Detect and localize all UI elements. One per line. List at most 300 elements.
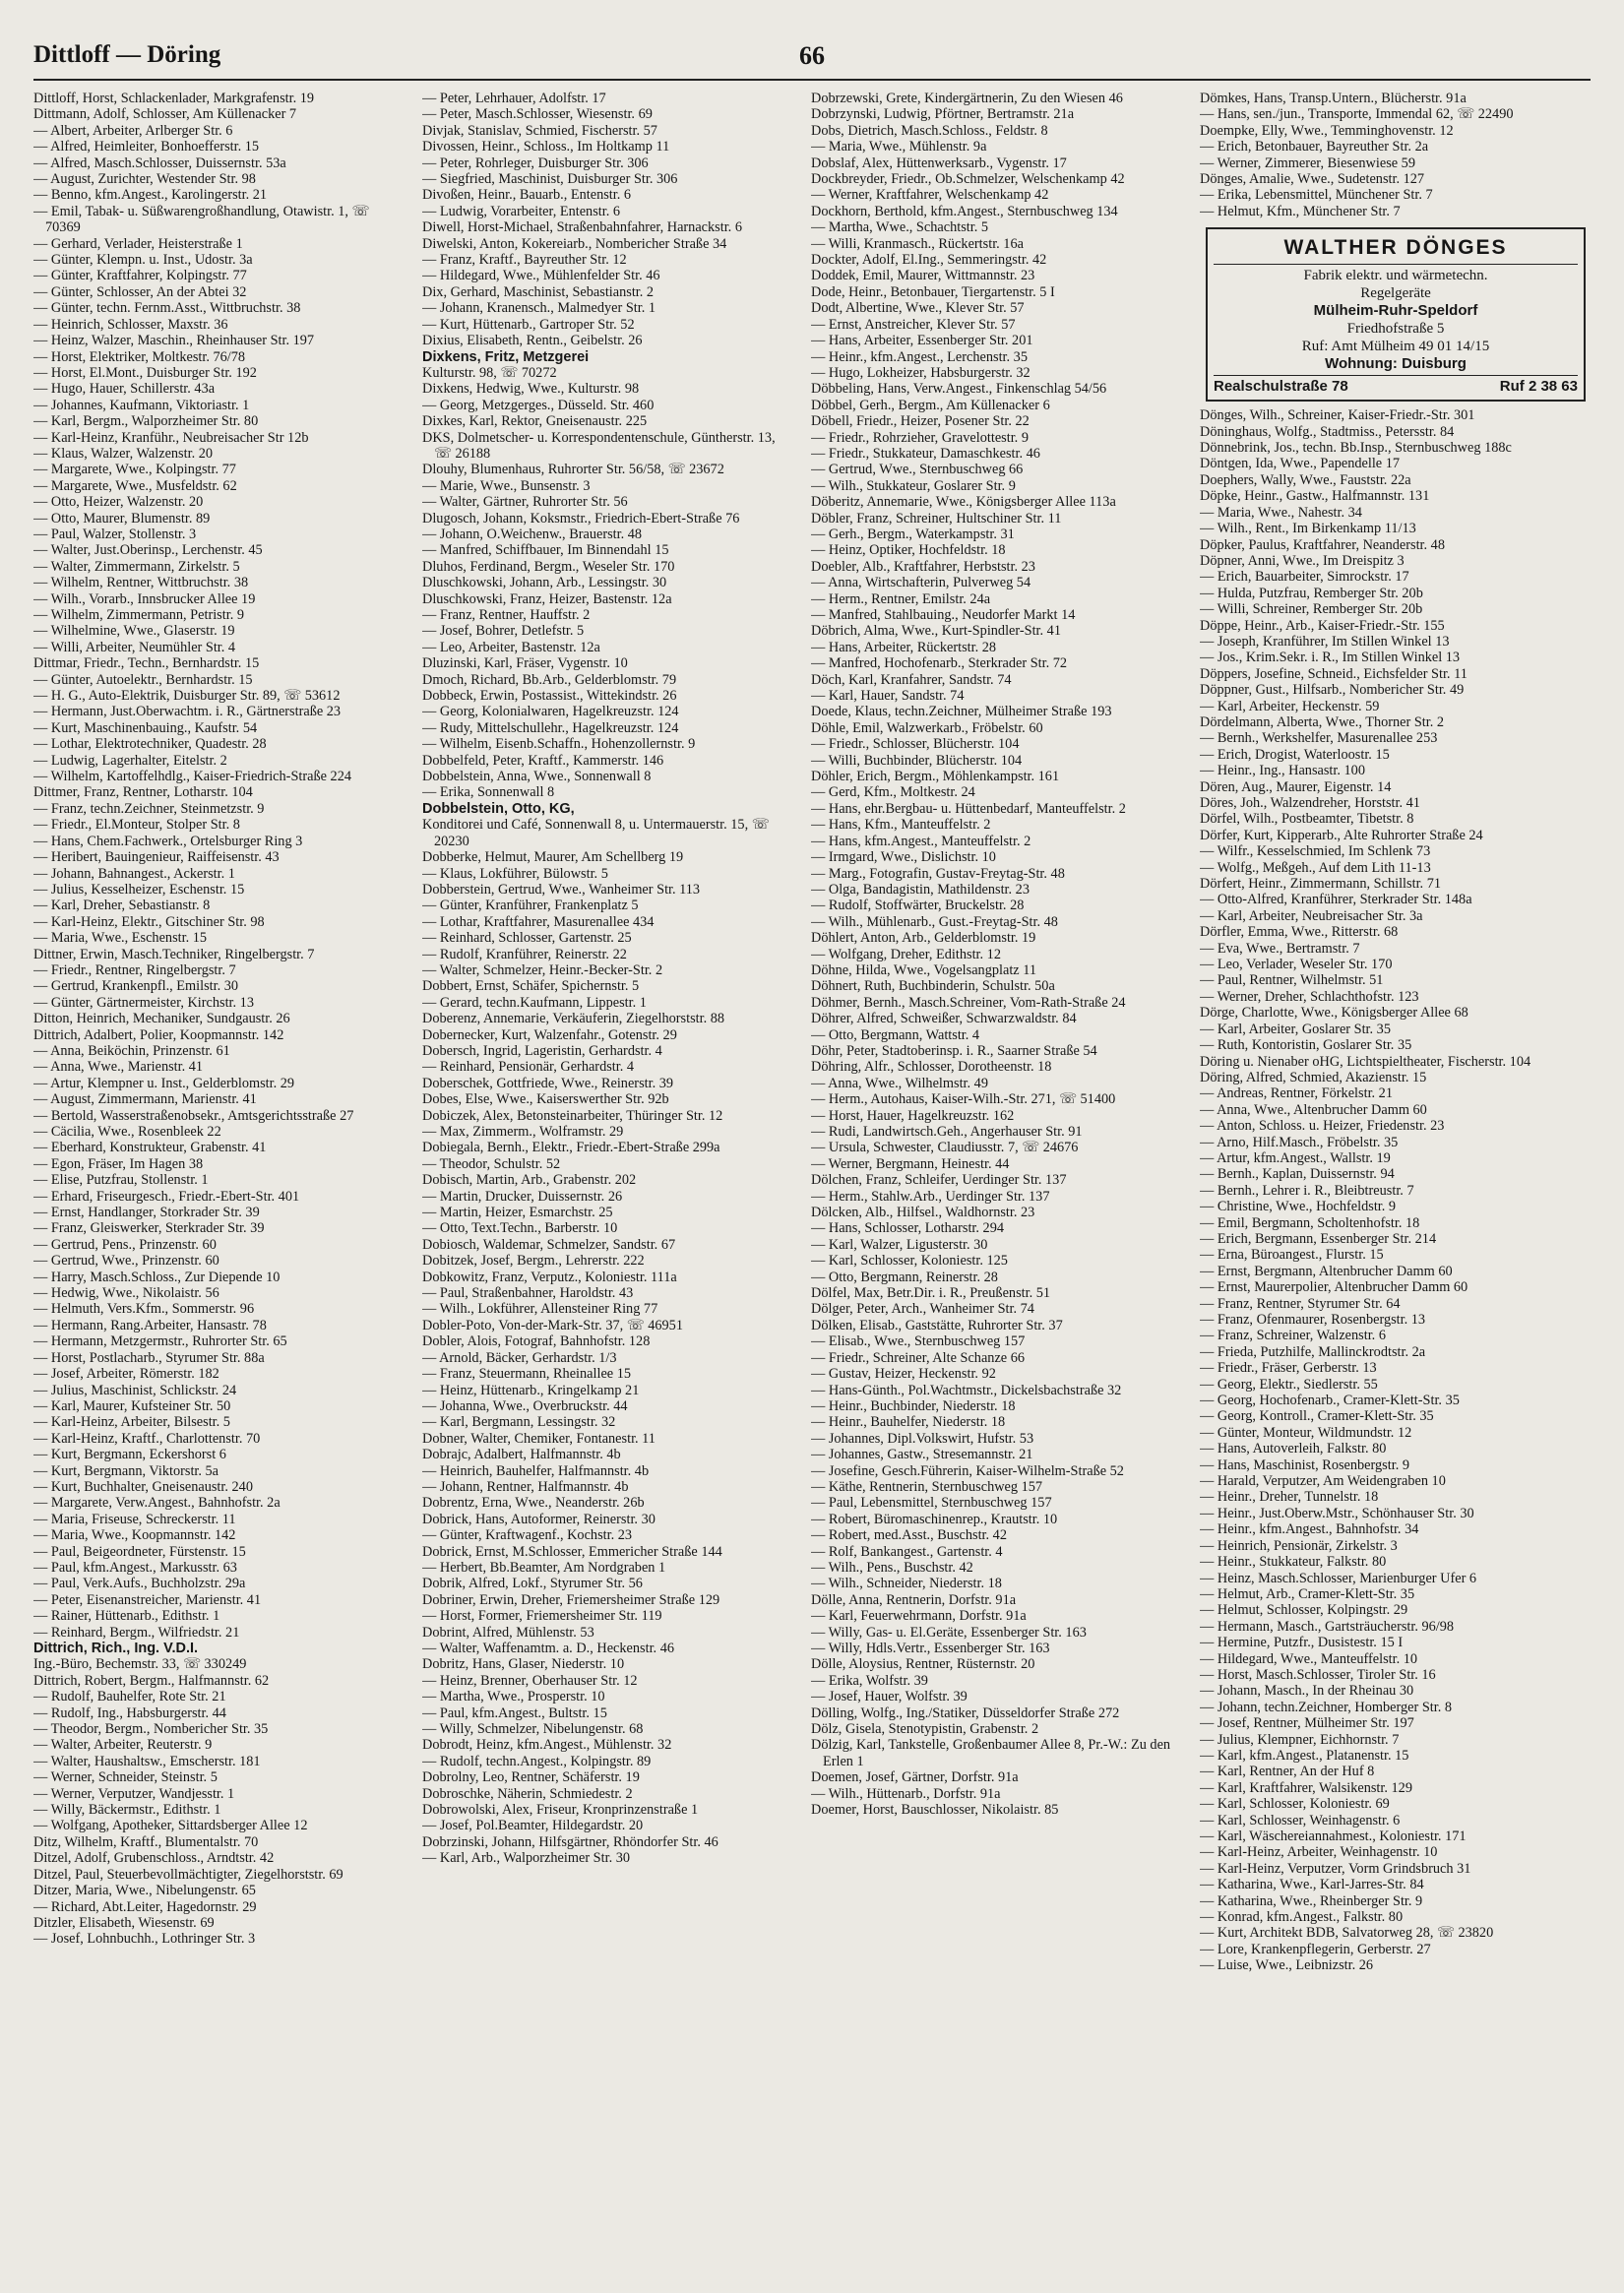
directory-entry: Döring u. Nienaber oHG, Lichtspieltheater, Fischerstr. 104 [1200, 1053, 1531, 1070]
directory-entry: Döch, Karl, Kranfahrer, Sandstr. 74 [811, 671, 1012, 688]
directory-entry: — Anna, Wirtschafterin, Pulverweg 54 [811, 575, 1031, 591]
directory-entry: Doberschek, Gottfriede, Wwe., Reinerstr. 39 [422, 1075, 674, 1091]
directory-entry: Dobrentz, Erna, Wwe., Neanderstr. 26b [422, 1495, 645, 1512]
directory-entry: Dobiczek, Alex, Betonsteinarbeiter, Thüringer Str. 12 [422, 1107, 723, 1124]
ad-address-phone: Ruf 2 38 63 [1499, 378, 1578, 396]
directory-entry: — Erika, Sonnenwall 8 [422, 784, 555, 801]
directory-entry: — Julius, Maschinist, Schlickstr. 24 [33, 1382, 237, 1398]
directory-entry: — Franz, Steuermann, Rheinallee 15 [422, 1366, 632, 1383]
directory-entry: Dobbeck, Erwin, Postassist., Wittekindstr. 26 [422, 688, 677, 705]
directory-entry: — Hermann, Just.Oberwachtm. i. R., Gärtnerstraße 23 [33, 704, 342, 720]
directory-entry: — Martha, Wwe., Prosperstr. 10 [422, 1689, 605, 1705]
directory-entry: Ditton, Heinrich, Mechaniker, Sundgaustr. 26 [33, 1011, 290, 1027]
directory-entry: — Georg, Elektr., Siedlerstr. 55 [1200, 1376, 1378, 1393]
directory-entry: Dobrzinski, Johann, Hilfsgärtner, Rhöndorfer Str. 46 [422, 1833, 718, 1850]
directory-entry: — Lothar, Elektrotechniker, Quadestr. 28 [33, 736, 267, 753]
directory-entry: Döres, Joh., Walzendreher, Horststr. 41 [1200, 795, 1420, 811]
directory-entry: Dobrodt, Heinz, kfm.Angest., Mühlenstr. 32 [422, 1737, 672, 1754]
directory-entry: — Hermann, Metzgermstr., Ruhrorter Str. 65 [33, 1333, 287, 1350]
directory-entry: — Karl, Feuerwehrmann, Dorfstr. 91a [811, 1608, 1027, 1625]
column-3 [811, 91, 1185, 2280]
directory-entry: — Gerhard, Verlader, Heisterstraße 1 [33, 235, 243, 252]
directory-entry: Döbbel, Gerh., Bergm., Am Küllenacker 6 [811, 397, 1050, 413]
directory-entry: — Hermine, Putzfr., Dusistestr. 15 I [1200, 1635, 1404, 1651]
directory-entry: — Johannes, Dipl.Volkswirt, Hufstr. 53 [811, 1430, 1034, 1447]
directory-entry: — Johann, Rentner, Halfmannstr. 4b [422, 1478, 629, 1495]
directory-entry: — Hans, Autoverleih, Falkstr. 80 [1200, 1441, 1387, 1457]
directory-entry: — Karl, Maurer, Kufsteiner Str. 50 [33, 1397, 231, 1414]
directory-entry: — Gertrud, Wwe., Sternbuschweg 66 [811, 462, 1024, 478]
directory-entry: — Johann, Bahnangest., Ackerstr. 1 [33, 865, 235, 882]
directory-entry: — Karl-Heinz, Arbeiter, Weinhagenstr. 10 [1200, 1844, 1438, 1861]
directory-entry: — Georg, Kontroll., Cramer-Klett-Str. 35 [1200, 1408, 1434, 1425]
directory-entry: — Karl, Arbeiter, Goslarer Str. 35 [1200, 1021, 1391, 1037]
directory-entry: — Hulda, Putzfrau, Remberger Str. 20b [1200, 585, 1423, 601]
directory-entry: — Wilh., Pens., Buschstr. 42 [811, 1559, 973, 1576]
directory-entry: — Bertold, Wasserstraßenobsekr., Amtsgerichtsstraße 27 [33, 1107, 354, 1124]
directory-entry: — Rudolf, Kranführer, Reinerstr. 22 [422, 946, 627, 962]
directory-entry: — Willy, Gas- u. El.Geräte, Essenberger Str. 163 [811, 1624, 1087, 1641]
directory-entry: — Hermann, Masch., Gartsträucherstr. 96/98 [1200, 1618, 1455, 1635]
directory-entry: — Günter, Schlosser, An der Abtei 32 [33, 283, 247, 300]
directory-entry: — Robert, Büromaschinenrep., Krautstr. 10 [811, 1511, 1058, 1527]
directory-entry: — Ludwig, Lagerhalter, Eitelstr. 2 [33, 752, 227, 769]
directory-entry: — Josef, Rentner, Mülheimer Str. 197 [1200, 1715, 1414, 1732]
directory-entry: — Anna, Wwe., Altenbrucher Damm 60 [1200, 1101, 1427, 1118]
directory-entry: — Hans, Chem.Fachwerk., Ortelsburger Ring 3 [33, 833, 303, 849]
directory-entry: — Hermann, Rang.Arbeiter, Hansastr. 78 [33, 1317, 267, 1333]
directory-entry: — Eva, Wwe., Bertramstr. 7 [1200, 940, 1360, 957]
directory-entry: Döhle, Emil, Walzwerkarb., Fröbelstr. 60 [811, 719, 1043, 736]
directory-entry: — Harald, Verputzer, Am Weidengraben 10 [1200, 1473, 1446, 1490]
directory-entry: — Franz, Gleiswerker, Sterkrader Str. 39 [33, 1220, 265, 1237]
directory-entry: — Günter, techn. Fernm.Asst., Wittbruchstr. 38 [33, 300, 301, 317]
directory-entry: — Margarete, Verw.Angest., Bahnhofstr. 2a [33, 1495, 281, 1512]
directory-entry: — Johannes, Gastw., Stresemannstr. 21 [811, 1447, 1033, 1463]
directory-entry: Dölger, Peter, Arch., Wanheimer Str. 74 [811, 1301, 1034, 1318]
directory-entry: — Maria, Wwe., Koopmannstr. 142 [33, 1527, 236, 1544]
directory-entry: — Robert, med.Asst., Buschstr. 42 [811, 1527, 1007, 1544]
ad-company-name: WALTHER DÖNGES [1214, 235, 1578, 265]
directory-entry: — Irmgard, Wwe., Dislichstr. 10 [811, 849, 996, 866]
directory-entry: — Hugo, Lokheizer, Habsburgerstr. 32 [811, 364, 1031, 381]
directory-entry: — Ludwig, Vorarbeiter, Entenstr. 6 [422, 203, 621, 219]
directory-entry: Döbler, Franz, Schreiner, Hultschiner Str. 11 [811, 510, 1062, 527]
directory-entry: — Karl, Hauer, Sandstr. 74 [811, 688, 965, 705]
directory-entry: — Gertrud, Wwe., Prinzenstr. 60 [33, 1253, 219, 1270]
directory-entry: Dobriner, Erwin, Dreher, Friemersheimer Straße 129 [422, 1591, 720, 1608]
directory-entry: — Karl, Bergmann, Lessingstr. 32 [422, 1414, 616, 1431]
directory-entry: — Rudolf, Ing., Habsburgerstr. 44 [33, 1704, 226, 1721]
directory-entry: Dobbelstein, Anna, Wwe., Sonnenwall 8 [422, 769, 652, 785]
directory-entry: — Wilhelm, Rentner, Wittbruchstr. 38 [33, 575, 249, 591]
directory-entry: — Helmut, Kfm., Münchener Str. 7 [1200, 203, 1401, 219]
directory-entry: — Leo, Verlader, Weseler Str. 170 [1200, 957, 1393, 973]
directory-entry: — Wilhelm, Eisenb.Schaffn., Hohenzollernstr. 9 [422, 736, 696, 753]
page-header [33, 39, 1591, 81]
directory-entry: — Johann, Kranensch., Malmedyer Str. 1 [422, 300, 656, 317]
directory-entry: — Wilh., Rent., Im Birkenkamp 11/13 [1200, 521, 1416, 537]
directory-entry: — Horst, Elektriker, Moltkestr. 76/78 [33, 348, 246, 365]
directory-entry: — Herm., Autohaus, Kaiser-Wilh.-Str. 271, ☏ 51400 [811, 1091, 1116, 1108]
directory-entry: — Werner, Bergmann, Heinestr. 44 [811, 1155, 1010, 1172]
directory-entry: — Julius, Klempner, Eichhornstr. 7 [1200, 1731, 1400, 1748]
directory-entry: Ditzler, Elisabeth, Wiesenstr. 69 [33, 1914, 215, 1931]
directory-entry: Doebler, Alb., Kraftfahrer, Herbststr. 23 [811, 558, 1035, 575]
directory-entry: — Klaus, Lokführer, Bülowstr. 5 [422, 865, 608, 882]
directory-entry: Dobitzek, Josef, Bergm., Lehrerstr. 222 [422, 1253, 645, 1270]
directory-entry: — Ursula, Schwester, Claudiusstr. 7, ☏ 24676 [811, 1140, 1079, 1156]
directory-entry: — Katharina, Wwe., Karl-Jarres-Str. 84 [1200, 1877, 1424, 1893]
directory-entry: Dittmann, Adolf, Schlosser, Am Küllenacker 7 [33, 106, 297, 123]
directory-entry: — Willi, Kranmasch., Rückertstr. 16a [811, 235, 1024, 252]
directory-entry: — Peter, Lehrhauer, Adolfstr. 17 [422, 91, 606, 106]
directory-entry: — Heinrich, Schlosser, Maxstr. 36 [33, 316, 228, 333]
directory-entry: — Herm., Rentner, Emilstr. 24a [811, 590, 991, 607]
directory-entry: — Friedr., Fräser, Gerberstr. 13 [1200, 1360, 1377, 1377]
directory-entry: — Paul, kfm.Angest., Bultstr. 15 [422, 1704, 607, 1721]
directory-entry: — Maria, Friseuse, Schreckerstr. 11 [33, 1511, 236, 1527]
directory-entry: — Josef, Lohnbuchh., Lothringer Str. 3 [33, 1931, 256, 1948]
directory-entry: Dobisch, Martin, Arb., Grabenstr. 202 [422, 1172, 637, 1189]
directory-entry: Dölfel, Max, Betr.Dir. i. R., Preußenstr. 51 [811, 1285, 1051, 1302]
directory-entry: — Reinhard, Bergm., Wilfriedstr. 21 [33, 1624, 240, 1641]
directory-entry: Döhnert, Ruth, Buchbinderin, Schulstr. 50a [811, 978, 1055, 995]
directory-entry: Dobersch, Ingrid, Lageristin, Gerhardstr. 4 [422, 1042, 662, 1059]
directory-entry: — Walter, Waffenamtm. a. D., Heckenstr. 46 [422, 1641, 674, 1656]
directory-entry: — Werner, Schneider, Steinstr. 5 [33, 1769, 218, 1786]
directory-entry: Ing.-Büro, Bechemstr. 33, ☏ 330249 [33, 1656, 247, 1673]
directory-entry: — Helmut, Schlosser, Kolpingstr. 29 [1200, 1602, 1408, 1619]
directory-entry: Doemen, Josef, Gärtner, Dorfstr. 91a [811, 1769, 1019, 1786]
directory-entry: — Benno, kfm.Angest., Karolingerstr. 21 [33, 187, 268, 204]
directory-entry: Dörfler, Emma, Wwe., Ritterstr. 68 [1200, 924, 1399, 941]
directory-entry: — Rudolf, Stoffwärter, Bruckelstr. 28 [811, 898, 1025, 914]
directory-entry: — Günter, Klempn. u. Inst., Udostr. 3a [33, 252, 253, 269]
directory-entry: Döbell, Friedr., Heizer, Posener Str. 22 [811, 413, 1030, 430]
directory-entry: — Hedwig, Wwe., Nikolaistr. 56 [33, 1285, 219, 1302]
directory-entry: — Marg., Fotografin, Gustav-Freytag-Str. 48 [811, 865, 1065, 882]
directory-entry: Dlouhy, Blumenhaus, Ruhrorter Str. 56/58, ☏ 23672 [422, 462, 724, 478]
directory-entry: — Horst, Hauer, Hagelkreuzstr. 162 [811, 1107, 1015, 1124]
directory-entry: — Georg, Kolonialwaren, Hagelkreuzstr. 124 [422, 704, 679, 720]
directory-entry: Dixius, Elisabeth, Rentn., Geibelstr. 26 [422, 333, 643, 349]
directory-entry: — Karl, Wäschereiannahmest., Koloniestr. 171 [1200, 1828, 1467, 1844]
directory-entry: — Willi, Arbeiter, Neumühler Str. 4 [33, 639, 236, 655]
directory-entry: — Herbert, Bb.Beamter, Am Nordgraben 1 [422, 1559, 666, 1576]
directory-entry: — Walter, Gärtner, Ruhrorter Str. 56 [422, 494, 628, 511]
directory-entry: Döppe, Heinr., Arb., Kaiser-Friedr.-Str. 155 [1200, 617, 1445, 634]
directory-entry: — Hugo, Hauer, Schillerstr. 43a [33, 381, 216, 398]
directory-entry: — Karl, Kraftfahrer, Walsikenstr. 129 [1200, 1779, 1412, 1796]
directory-entry: — Erna, Büroangest., Flurstr. 15 [1200, 1247, 1384, 1264]
directory-entry: Dörge, Charlotte, Wwe., Königsberger Allee 68 [1200, 1005, 1468, 1022]
directory-entry: — Wilh., Vorarb., Innsbrucker Allee 19 [33, 590, 256, 607]
directory-entry: — Rudolf, Bauhelfer, Rote Str. 21 [33, 1689, 226, 1705]
directory-entry: — Heinr., Just.Oberw.Mstr., Schönhauser Str. 30 [1200, 1505, 1474, 1521]
directory-entry: — Ernst, Anstreicher, Klever Str. 57 [811, 316, 1016, 333]
directory-entry: — Horst, Former, Friemersheimer Str. 119 [422, 1608, 662, 1625]
directory-entry: — Willi, Buchbinder, Blücherstr. 104 [811, 752, 1023, 769]
directory-entry: Dixkens, Hedwig, Wwe., Kulturstr. 98 [422, 381, 640, 398]
directory-entry: — Hildegard, Wwe., Manteuffelstr. 10 [1200, 1650, 1418, 1667]
directory-entry: — Marie, Wwe., Bunsenstr. 3 [422, 477, 591, 494]
directory-entry: — Gustav, Heizer, Heckenstr. 92 [811, 1366, 996, 1383]
directory-entry: Döppner, Gust., Hilfsarb., Nombericher Str. 49 [1200, 682, 1465, 699]
directory-entry: — Christine, Wwe., Hochfeldstr. 9 [1200, 1199, 1397, 1215]
directory-entry: — Kurt, Maschinenbauing., Kaufstr. 54 [33, 719, 258, 736]
directory-entry: Dölle, Aloysius, Rentner, Rüsternstr. 20 [811, 1656, 1035, 1673]
directory-entry: Doddek, Emil, Maurer, Wittmannstr. 23 [811, 268, 1035, 284]
directory-entry: — Josefine, Gesch.Führerin, Kaiser-Wilhelm-Straße 52 [811, 1462, 1124, 1479]
directory-entry: — Hildegard, Wwe., Mühlenfelder Str. 46 [422, 268, 660, 284]
column-4 [1200, 91, 1591, 2280]
directory-entry: Dörfel, Wilh., Postbeamter, Tibetstr. 8 [1200, 811, 1414, 828]
directory-entry: — Peter, Eisenanstreicher, Marienstr. 41 [33, 1591, 262, 1608]
directory-entry: Dölling, Wolfg., Ing./Statiker, Düsseldorfer Straße 272 [811, 1704, 1120, 1721]
directory-entry: — Hans-Günth., Pol.Wachtmstr., Dickelsbachstraße 32 [811, 1382, 1122, 1398]
directory-entry: Dittrich, Rich., Ing. V.D.I. [33, 1641, 199, 1656]
directory-entry: — August, Zurichter, Westender Str. 98 [33, 171, 256, 188]
directory-entry: — Günter, Autoelektr., Bernhardstr. 15 [33, 671, 253, 688]
directory-entry: — Heinr., Buchbinder, Niederstr. 18 [811, 1397, 1016, 1414]
directory-entry: Diwell, Horst-Michael, Straßenbahnfahrer, Harnackstr. 6 [422, 219, 742, 236]
directory-entry: — Johann, techn.Zeichner, Homberger Str. 8 [1200, 1699, 1453, 1715]
directory-entry: — Erika, Lebensmittel, Münchener Str. 7 [1200, 187, 1433, 204]
directory-entry: — Emil, Bergmann, Scholtenhofstr. 18 [1200, 1214, 1420, 1231]
directory-entry: — Alfred, Heimleiter, Bonhoefferstr. 15 [33, 139, 260, 155]
directory-entry: — Karl-Heinz, Elektr., Gitschiner Str. 98 [33, 913, 265, 930]
directory-entry: — Eberhard, Konstrukteur, Grabenstr. 41 [33, 1140, 267, 1156]
directory-entry: — Gertrud, Pens., Prinzenstr. 60 [33, 1236, 217, 1253]
directory-entry: Döhlert, Anton, Arb., Gelderblomstr. 19 [811, 930, 1036, 947]
directory-entry: — Wilfr., Kesselschmied, Im Schlenk 73 [1200, 843, 1431, 860]
directory-entry: Dittmar, Friedr., Techn., Bernhardstr. 15 [33, 655, 260, 672]
directory-entry: Dix, Gerhard, Maschinist, Sebastianstr. 2 [422, 283, 655, 300]
directory-entry: — Karl, Arbeiter, Neubreisacher Str. 3a [1200, 907, 1423, 924]
directory-entry: Doephers, Wally, Wwe., Fauststr. 22a [1200, 471, 1411, 488]
directory-entry: — Helmuth, Vers.Kfm., Sommerstr. 96 [33, 1301, 255, 1318]
directory-entry: — Heribert, Bauingenieur, Raiffeisenstr. 43 [33, 849, 280, 866]
directory-entry: — Josef, Hauer, Wolfstr. 39 [811, 1689, 968, 1705]
directory-entry: — Siegfried, Maschinist, Duisburger Str. 306 [422, 171, 678, 188]
ad-street: Friedhofstraße 5 [1346, 321, 1445, 338]
directory-entry: — Otto, Text.Techn., Barberstr. 10 [422, 1220, 618, 1237]
directory-entry: Dittloff, Horst, Schlackenlader, Markgrafenstr. 19 [33, 91, 315, 106]
directory-entry: — Otto, Maurer, Blumenstr. 89 [33, 510, 211, 527]
directory-entry: Dölzig, Karl, Tankstelle, Großenbaumer Allee 8, Pr.-W.: Zu den Erlen 1 [811, 1737, 1171, 1769]
ad-line: Fabrik elektr. und wärmetechn. [1303, 268, 1488, 284]
directory-entry: — Karl, Arb., Walporzheimer Str. 30 [422, 1850, 631, 1867]
directory-entry: — Gerh., Bergm., Waterkampstr. 31 [811, 526, 1015, 542]
directory-entry: — Günter, Monteur, Wildmundstr. 12 [1200, 1424, 1412, 1441]
directory-entry: — Kurt, Architekt BDB, Salvatorweg 28, ☏ 23820 [1200, 1925, 1494, 1942]
directory-entry: Dobner, Walter, Chemiker, Fontanestr. 11 [422, 1430, 656, 1447]
column-4-top-entries [1200, 91, 1591, 219]
directory-entry: Döpke, Heinr., Gastw., Halfmannstr. 131 [1200, 488, 1430, 505]
directory-entry: Döpker, Paulus, Kraftfahrer, Neanderstr. 48 [1200, 536, 1445, 553]
directory-entry: Dömkes, Hans, Transp.Untern., Blücherstr. 91a [1200, 91, 1467, 106]
directory-entry: — Herm., Stahlw.Arb., Uerdinger Str. 137 [811, 1188, 1050, 1205]
directory-entry: — Egon, Fräser, Im Hagen 38 [33, 1155, 204, 1172]
directory-entry: Dobrowolski, Alex, Friseur, Kronprinzenstraße 1 [422, 1802, 699, 1819]
directory-entry: — Margarete, Wwe., Kolpingstr. 77 [33, 462, 236, 478]
page-number: 66 [799, 41, 825, 70]
directory-entry: — Ernst, Maurerpolier, Altenbrucher Damm 60 [1200, 1279, 1468, 1296]
directory-entry: — Wilhelm, Zimmermann, Petristr. 9 [33, 607, 244, 623]
directory-entry: — Otto, Bergmann, Reinerstr. 28 [811, 1269, 998, 1285]
directory-entry: Dobbelstein, Otto, KG, [422, 800, 575, 817]
directory-entry: — Albert, Arbeiter, Arlberger Str. 6 [33, 122, 233, 139]
directory-entry: — Manfred, Stahlbauing., Neudorfer Markt 14 [811, 607, 1076, 623]
directory-entry: — Günter, Kranführer, Frankenplatz 5 [422, 898, 639, 914]
directory-entry: Dören, Aug., Maurer, Eigenstr. 14 [1200, 778, 1392, 795]
directory-entry: — Heinz, Masch.Schlosser, Marienburger Ufer 6 [1200, 1570, 1477, 1586]
directory-entry: — Karl-Heinz, Kranführ., Neubreisacher Str 12b [33, 429, 309, 446]
directory-entry: — Kurt, Buchhalter, Gneisenaustr. 240 [33, 1478, 253, 1495]
directory-entry: — Werner, Kraftfahrer, Welschenkamp 42 [811, 187, 1049, 204]
directory-entry: Döring, Alfred, Schmied, Akazienstr. 15 [1200, 1069, 1427, 1085]
directory-entry: — Paul, Walzer, Stollenstr. 3 [33, 526, 197, 542]
directory-entry: Dobrzewski, Grete, Kindergärtnerin, Zu den Wiesen 46 [811, 91, 1123, 106]
directory-entry: Dobberstein, Gertrud, Wwe., Wanheimer Str. 113 [422, 881, 701, 898]
directory-entry: — Konrad, kfm.Angest., Falkstr. 80 [1200, 1909, 1404, 1926]
directory-entry: — Heinr., Dreher, Tunnelstr. 18 [1200, 1489, 1379, 1506]
directory-entry: — Anna, Beiköchin, Prinzenstr. 61 [33, 1042, 230, 1059]
directory-entry: — Gerard, techn.Kaufmann, Lippestr. 1 [422, 994, 647, 1011]
directory-entry: Döhne, Hilda, Wwe., Vogelsangplatz 11 [811, 961, 1036, 978]
directory-entry: — Martha, Wwe., Schachtstr. 5 [811, 219, 988, 236]
directory-entry: — Paul, Verk.Aufs., Buchholzstr. 29a [33, 1576, 246, 1592]
directory-entry: — Paul, Straßenbahner, Haroldstr. 43 [422, 1285, 634, 1302]
directory-entry: — Andreas, Rentner, Förkelstr. 21 [1200, 1085, 1393, 1102]
directory-entry: Döberitz, Annemarie, Wwe., Königsberger Allee 113a [811, 494, 1116, 511]
directory-entry: — Friedr., Schreiner, Alte Schanze 66 [811, 1349, 1026, 1366]
directory-entry: — Wolfgang, Dreher, Edithstr. 12 [811, 946, 1001, 962]
directory-entry: Dluzinski, Karl, Fräser, Vygenstr. 10 [422, 655, 628, 672]
directory-entry: — Alfred, Masch.Schlosser, Duissernstr. 53a [33, 155, 286, 171]
directory-entry: — Martin, Heizer, Esmarchstr. 25 [422, 1205, 613, 1221]
directory-entry: — Hans, kfm.Angest., Manteuffelstr. 2 [811, 833, 1031, 849]
directory-entry: — Peter, Rohrleger, Duisburger Str. 306 [422, 155, 649, 171]
directory-entry: — Rolf, Bankangest., Gartenstr. 4 [811, 1543, 1003, 1560]
directory-entry: Ditz, Wilhelm, Kraftf., Blumentalstr. 70 [33, 1833, 259, 1850]
directory-entry: — Georg, Metzgerges., Düsseld. Str. 460 [422, 397, 655, 413]
directory-entry: — Heinr., kfm.Angest., Lerchenstr. 35 [811, 348, 1028, 365]
directory-entry: — Karl, Walzer, Ligusterstr. 30 [811, 1236, 988, 1253]
directory-entry: Döntgen, Ida, Wwe., Papendelle 17 [1200, 456, 1401, 472]
directory-entry: Dluhos, Ferdinand, Bergm., Weseler Str. 170 [422, 558, 675, 575]
directory-entry: Dobes, Else, Wwe., Kaiserswerther Str. 92b [422, 1091, 669, 1108]
directory-entry: Dönges, Amalie, Wwe., Sudetenstr. 127 [1200, 171, 1425, 188]
directory-entry: — Lothar, Kraftfahrer, Masurenallee 434 [422, 913, 655, 930]
directory-entry: Dixkes, Karl, Rektor, Gneisenaustr. 225 [422, 413, 648, 430]
directory-entry: — Hans, Arbeiter, Essenberger Str. 201 [811, 333, 1033, 349]
directory-entry: — Elisab., Wwe., Sternbuschweg 157 [811, 1333, 1026, 1350]
directory-entry: Dobrajc, Adalbert, Halfmannstr. 4b [422, 1447, 621, 1463]
directory-entry: Dobrzynski, Ludwig, Pförtner, Bertramstr. 21a [811, 106, 1075, 123]
directory-entry: — Karl-Heinz, Verputzer, Vorm Grindsbruch 31 [1200, 1860, 1471, 1877]
directory-entry: — Friedr., Stukkateur, Damaschkestr. 46 [811, 445, 1040, 462]
directory-entry: — Max, Zimmerm., Wolframstr. 29 [422, 1124, 624, 1140]
directory-entry: — Willy, Bäckermstr., Edithstr. 1 [33, 1802, 221, 1819]
directory-entry: — Anna, Wwe., Wilhelmstr. 49 [811, 1075, 988, 1091]
directory-entry: — Leo, Arbeiter, Bastenstr. 12a [422, 639, 600, 655]
directory-entry: — Karl-Heinz, Kraftf., Charlottenstr. 70 [33, 1430, 261, 1447]
directory-entry: Dörfer, Kurt, Kipperarb., Alte Ruhrorter Straße 24 [1200, 827, 1483, 843]
directory-entry: — Julius, Kesselheizer, Eschenstr. 15 [33, 881, 245, 898]
directory-columns [33, 91, 1591, 2280]
directory-entry: — Anna, Wwe., Marienstr. 41 [33, 1059, 204, 1076]
directory-entry: — Manfred, Schiffbauer, Im Binnendahl 15 [422, 542, 669, 559]
directory-entry: — Heinz, Walzer, Maschin., Rheinhauser Str. 197 [33, 333, 315, 349]
directory-entry: — Georg, Hochofenarb., Cramer-Klett-Str. 35 [1200, 1393, 1460, 1409]
directory-entry: Kulturstr. 98, ☏ 70272 [422, 364, 557, 381]
directory-entry: — Gertrud, Krankenpfl., Emilstr. 30 [33, 978, 239, 995]
directory-entry: Dörfert, Heinr., Zimmermann, Schillstr. 71 [1200, 876, 1441, 893]
directory-entry: Dönnebrink, Jos., techn. Bb.Insp., Sternbuschweg 188c [1200, 440, 1512, 457]
directory-entry: Dittrich, Robert, Bergm., Halfmannstr. 62 [33, 1672, 270, 1689]
directory-entry: — Emil, Tabak- u. Süßwarengroßhandlung, Otawistr. 1, ☏ 70369 [33, 203, 370, 236]
directory-entry: — Martin, Drucker, Duissernstr. 26 [422, 1188, 623, 1205]
directory-entry: — Peter, Masch.Schlosser, Wiesenstr. 69 [422, 106, 653, 123]
directory-entry: Döppers, Josefine, Schneid., Eichsfelder Str. 11 [1200, 665, 1468, 682]
directory-entry: Dobrick, Ernst, M.Schlosser, Emmericher Straße 144 [422, 1543, 722, 1560]
directory-entry: — Rudy, Mittelschullehr., Hagelkreuzstr. 124 [422, 719, 679, 736]
ad-address-row [1214, 375, 1578, 396]
directory-entry: — Heinr., Bauhelfer, Niederstr. 18 [811, 1414, 1006, 1431]
directory-entry: — Friedr., Rentner, Ringelbergstr. 7 [33, 961, 236, 978]
directory-entry: Dode, Heinr., Betonbauer, Tiergartenstr. 5 I [811, 283, 1055, 300]
directory-entry: — Wolfgang, Apotheker, Sittardsberger Allee 12 [33, 1818, 308, 1834]
directory-entry: — Josef, Arbeiter, Römerstr. 182 [33, 1366, 219, 1383]
directory-entry: — Reinhard, Pensionär, Gerhardstr. 4 [422, 1059, 635, 1076]
directory-entry: DKS, Dolmetscher- u. Korrespondentenschule, Güntherstr. 13, ☏ 26188 [422, 429, 776, 462]
directory-entry: Dixkens, Fritz, Metzgerei [422, 348, 590, 365]
directory-entry: — Hans, Arbeiter, Rückertstr. 28 [811, 639, 997, 655]
directory-entry: Dobroschke, Näherin, Schmiedestr. 2 [422, 1785, 633, 1802]
directory-entry: — Käthe, Rentnerin, Sternbuschweg 157 [811, 1478, 1043, 1495]
directory-entry: — Olga, Bandagistin, Mathildenstr. 23 [811, 881, 1030, 898]
directory-entry: — Walter, Haushaltsw., Emscherstr. 181 [33, 1753, 261, 1769]
advertisement-walther-doenges [1206, 227, 1586, 402]
directory-entry: — Franz, Rentner, Hauffstr. 2 [422, 607, 591, 623]
directory-entry: — Hans, ehr.Bergbau- u. Hüttenbedarf, Manteuffelstr. 2 [811, 800, 1126, 817]
directory-entry: — Walter, Arbeiter, Reuterstr. 9 [33, 1737, 213, 1754]
directory-entry: Konditorei und Café, Sonnenwall 8, u. Untermauerstr. 15, ☏ 20230 [422, 817, 770, 849]
directory-entry: Dobkowitz, Franz, Verputz., Koloniestr. 111a [422, 1269, 677, 1285]
directory-entry: Döbrich, Alma, Wwe., Kurt-Spindler-Str. 41 [811, 623, 1061, 640]
directory-entry: Döhr, Peter, Stadtoberinsp. i. R., Saarner Straße 54 [811, 1042, 1097, 1059]
directory-entry: Dobiegala, Bernh., Elektr., Friedr.-Ebert-Straße 299a [422, 1140, 720, 1156]
directory-entry: Dönges, Wilh., Schreiner, Kaiser-Friedr.-Str. 301 [1200, 407, 1475, 424]
directory-entry: Dockhorn, Berthold, kfm.Angest., Sternbuschweg 134 [811, 203, 1118, 219]
directory-entry: Dittmer, Franz, Rentner, Lotharstr. 104 [33, 784, 253, 801]
directory-entry: — Bernh., Werkshelfer, Masurenallee 253 [1200, 730, 1438, 747]
directory-entry: Diwelski, Anton, Kokereiarb., Nombericher Straße 34 [422, 235, 727, 252]
directory-entry: Dittrich, Adalbert, Polier, Koopmannstr. 142 [33, 1026, 284, 1043]
directory-entry: — Kurt, Bergmann, Viktorstr. 5a [33, 1462, 219, 1479]
directory-entry: — Heinz, Brenner, Oberhauser Str. 12 [422, 1672, 638, 1689]
directory-entry: Dördelmann, Alberta, Wwe., Thorner Str. 2 [1200, 713, 1445, 730]
directory-entry: — Friedr., El.Monteur, Stolper Str. 8 [33, 817, 240, 834]
directory-entry: — Josef, Bohrer, Detlefstr. 5 [422, 623, 585, 640]
directory-entry: — Erika, Wolfstr. 39 [811, 1672, 928, 1689]
directory-entry: Dobler-Poto, Von-der-Mark-Str. 37, ☏ 46951 [422, 1317, 683, 1333]
directory-entry: — Karl, Rentner, An der Huf 8 [1200, 1764, 1375, 1780]
directory-entry: — Otto, Bergmann, Wattstr. 4 [811, 1026, 980, 1043]
directory-entry: — Willy, Schmelzer, Nibelungenstr. 68 [422, 1721, 644, 1738]
